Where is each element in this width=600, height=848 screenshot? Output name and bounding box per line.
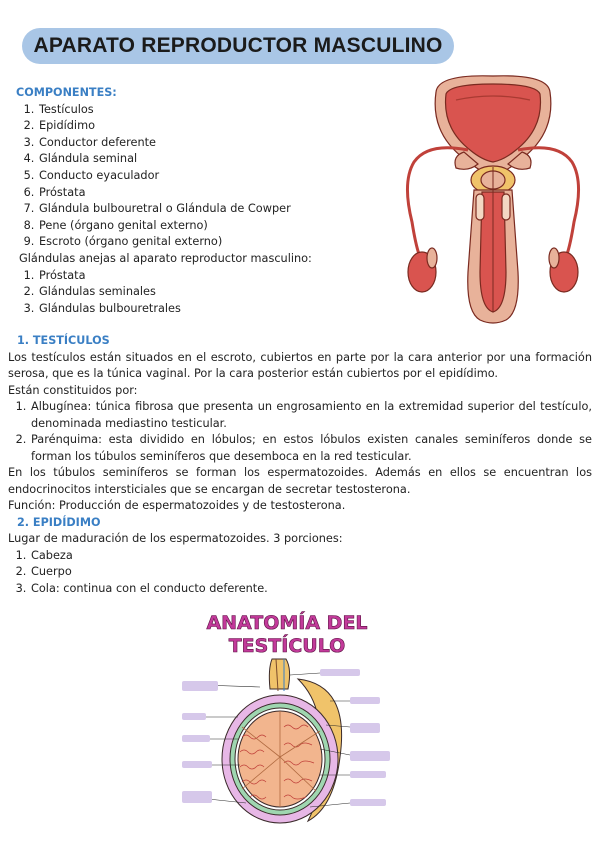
list-item: 1. Albugínea: túnica fibrosa que presenta un engrosamiento en la extremidad superior del testículo, denominada mediastino testicular. xyxy=(30,399,592,432)
list-item: 1. Testículos xyxy=(38,102,376,119)
list-item: 3. Cola: continua con el conducto deferente. xyxy=(30,581,592,598)
epididimo-list xyxy=(8,548,592,598)
components-section xyxy=(16,85,376,317)
paragraph: Función: Producción de espermatozoides y de testosterona. xyxy=(8,499,346,512)
components-heading: COMPONENTES: xyxy=(16,86,117,99)
list-item: 4. Glándula seminal xyxy=(38,151,376,168)
paragraph: En los túbulos seminíferos se forman los espermatozoides. Además en ellos se encuentran los endocrinocitos intersticiales que se encargan de secretar testosterona. xyxy=(8,466,592,496)
section-heading-epididimo: 2. EPIDÍDIMO xyxy=(17,515,101,529)
figure-title-line1: ANATOMÍA DEL xyxy=(206,612,368,634)
body-text xyxy=(8,333,592,597)
paragraph: Los testículos están situados en el escroto, cubiertos en parte por la cara anterior por una formación serosa, que es la túnica vaginal. Por la cara posterior están cubiertos por el epidídimo. xyxy=(8,350,592,380)
list-item: 5. Conducto eyaculador xyxy=(38,168,376,185)
annex-title: Glándulas anejas al aparato reproductor masculino: xyxy=(19,251,312,265)
list-item: 6. Próstata xyxy=(38,185,376,202)
list-item: 2. Parénquima: esta dividido en lóbulos; en estos lóbulos existen canales seminíferos donde se forman los túbulos seminíferos que desemboca en la red testicular. xyxy=(30,432,592,465)
testicle-anatomy-illustration xyxy=(180,607,395,837)
page-title: APARATO REPRODUCTOR MASCULINO xyxy=(33,34,443,57)
list-item: 8. Pene (órgano genital externo) xyxy=(38,218,376,235)
list-item: 9. Escroto (órgano genital externo) xyxy=(38,234,376,251)
figure-title-line2: TESTÍCULO xyxy=(228,635,346,657)
section-heading-testiculos: 1. TESTÍCULOS xyxy=(17,334,110,347)
paragraph: Lugar de maduración de los espermatozoides. 3 porciones: xyxy=(8,532,343,545)
list-item: 2. Cuerpo xyxy=(30,564,592,581)
paragraph: Están constituidos por: xyxy=(8,383,138,397)
annex-list xyxy=(16,268,376,318)
list-item: 2. Glándulas seminales xyxy=(38,284,376,301)
male-reproductive-anatomy-illustration xyxy=(398,72,588,327)
testiculos-list xyxy=(8,399,592,465)
list-item: 7. Glándula bulbouretral o Glándula de Cowper xyxy=(38,201,376,218)
title-banner xyxy=(22,28,454,64)
list-item: 3. Glándulas bulbouretrales xyxy=(38,301,376,318)
components-list xyxy=(16,102,376,251)
list-item: 1. Cabeza xyxy=(30,548,592,565)
list-item: 1. Próstata xyxy=(38,268,376,285)
list-item: 3. Conductor deferente xyxy=(38,135,376,152)
list-item: 2. Epidídimo xyxy=(38,118,376,135)
